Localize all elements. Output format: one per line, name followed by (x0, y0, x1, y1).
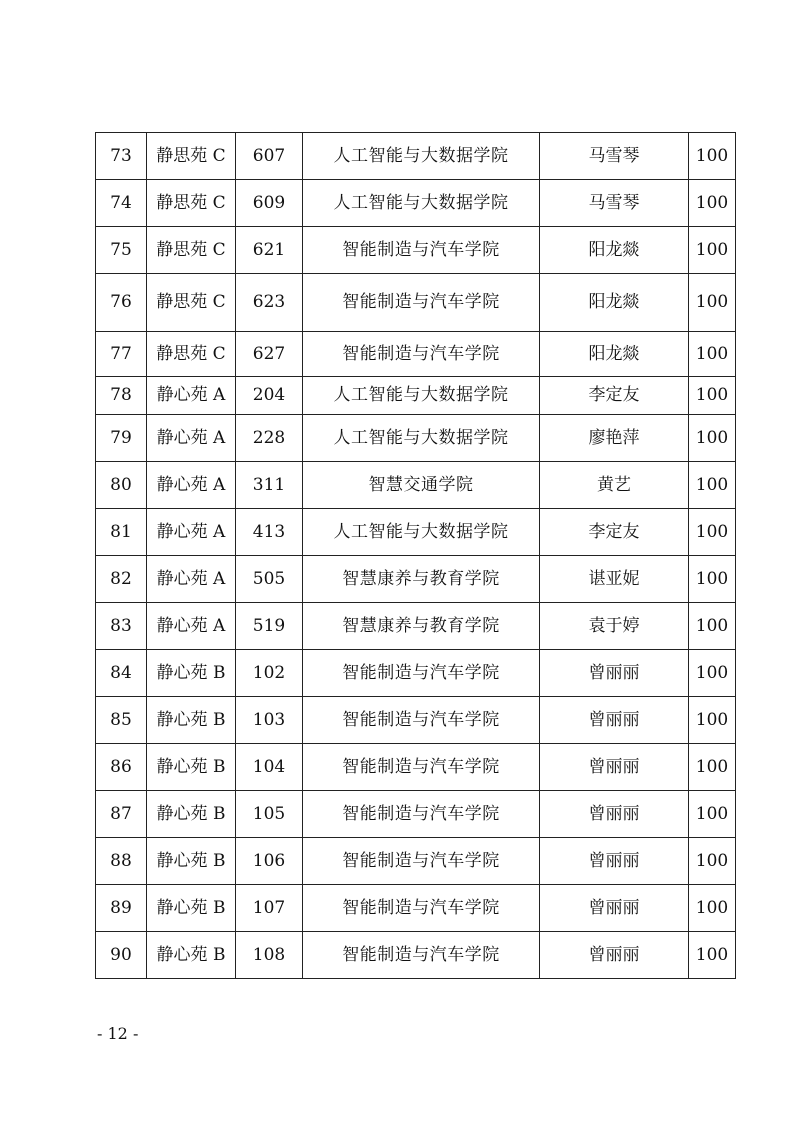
college-cell: 智慧交通学院 (303, 462, 540, 509)
table-row (96, 133, 736, 180)
college-cell: 智能制造与汽车学院 (303, 332, 540, 377)
table-row (96, 509, 736, 556)
building-cell: 静思苑 C (147, 274, 236, 332)
table-row (96, 332, 736, 377)
room-number-cell: 204 (236, 377, 303, 415)
building-cell: 静心苑 A (147, 415, 236, 462)
row-number-cell: 90 (96, 932, 147, 979)
score-cell: 100 (689, 377, 736, 415)
person-in-charge-cell: 阳龙燚 (540, 274, 689, 332)
room-number-cell: 108 (236, 932, 303, 979)
building-cell: 静心苑 B (147, 650, 236, 697)
table-row (96, 650, 736, 697)
college-cell: 人工智能与大数据学院 (303, 377, 540, 415)
person-in-charge-cell: 曾丽丽 (540, 838, 689, 885)
table-row (96, 838, 736, 885)
college-cell: 人工智能与大数据学院 (303, 415, 540, 462)
row-number-cell: 85 (96, 697, 147, 744)
person-in-charge-cell: 曾丽丽 (540, 885, 689, 932)
college-cell: 智能制造与汽车学院 (303, 650, 540, 697)
person-in-charge-cell: 马雪琴 (540, 133, 689, 180)
building-cell: 静心苑 A (147, 603, 236, 650)
building-cell: 静心苑 A (147, 556, 236, 603)
building-cell: 静思苑 C (147, 332, 236, 377)
building-cell: 静心苑 B (147, 885, 236, 932)
table-row (96, 227, 736, 274)
college-cell: 智慧康养与教育学院 (303, 603, 540, 650)
table-row (96, 791, 736, 838)
score-cell: 100 (689, 556, 736, 603)
score-cell: 100 (689, 133, 736, 180)
score-cell: 100 (689, 180, 736, 227)
table-row (96, 885, 736, 932)
person-in-charge-cell: 廖艳萍 (540, 415, 689, 462)
score-cell: 100 (689, 838, 736, 885)
table-row (96, 556, 736, 603)
person-in-charge-cell: 李定友 (540, 377, 689, 415)
table-row (96, 274, 736, 332)
table-row (96, 603, 736, 650)
room-number-cell: 107 (236, 885, 303, 932)
room-number-cell: 102 (236, 650, 303, 697)
room-number-cell: 228 (236, 415, 303, 462)
room-number-cell: 623 (236, 274, 303, 332)
row-number-cell: 75 (96, 227, 147, 274)
person-in-charge-cell: 马雪琴 (540, 180, 689, 227)
table-row (96, 462, 736, 509)
building-cell: 静心苑 A (147, 462, 236, 509)
person-in-charge-cell: 曾丽丽 (540, 791, 689, 838)
college-cell: 智能制造与汽车学院 (303, 744, 540, 791)
college-cell: 智能制造与汽车学院 (303, 885, 540, 932)
score-cell: 100 (689, 227, 736, 274)
building-cell: 静思苑 C (147, 227, 236, 274)
score-cell: 100 (689, 274, 736, 332)
row-number-cell: 87 (96, 791, 147, 838)
building-cell: 静思苑 C (147, 180, 236, 227)
row-number-cell: 77 (96, 332, 147, 377)
dormitory-score-table (95, 132, 736, 979)
room-number-cell: 607 (236, 133, 303, 180)
college-cell: 人工智能与大数据学院 (303, 509, 540, 556)
college-cell: 智能制造与汽车学院 (303, 791, 540, 838)
score-cell: 100 (689, 332, 736, 377)
room-number-cell: 104 (236, 744, 303, 791)
score-cell: 100 (689, 697, 736, 744)
person-in-charge-cell: 曾丽丽 (540, 744, 689, 791)
score-cell: 100 (689, 744, 736, 791)
row-number-cell: 89 (96, 885, 147, 932)
table-row (96, 744, 736, 791)
score-cell: 100 (689, 462, 736, 509)
room-number-cell: 505 (236, 556, 303, 603)
person-in-charge-cell: 阳龙燚 (540, 227, 689, 274)
room-number-cell: 106 (236, 838, 303, 885)
table-body (96, 133, 736, 979)
person-in-charge-cell: 曾丽丽 (540, 650, 689, 697)
person-in-charge-cell: 曾丽丽 (540, 932, 689, 979)
person-in-charge-cell: 谌亚妮 (540, 556, 689, 603)
person-in-charge-cell: 李定友 (540, 509, 689, 556)
person-in-charge-cell: 黄艺 (540, 462, 689, 509)
college-cell: 智能制造与汽车学院 (303, 932, 540, 979)
building-cell: 静心苑 A (147, 509, 236, 556)
room-number-cell: 105 (236, 791, 303, 838)
college-cell: 智慧康养与教育学院 (303, 556, 540, 603)
row-number-cell: 82 (96, 556, 147, 603)
score-cell: 100 (689, 603, 736, 650)
room-number-cell: 519 (236, 603, 303, 650)
score-cell: 100 (689, 932, 736, 979)
page-number: - 12 - (97, 1024, 139, 1043)
table-row (96, 377, 736, 415)
score-cell: 100 (689, 415, 736, 462)
room-number-cell: 609 (236, 180, 303, 227)
building-cell: 静心苑 B (147, 744, 236, 791)
row-number-cell: 79 (96, 415, 147, 462)
building-cell: 静心苑 B (147, 697, 236, 744)
person-in-charge-cell: 曾丽丽 (540, 697, 689, 744)
row-number-cell: 80 (96, 462, 147, 509)
row-number-cell: 74 (96, 180, 147, 227)
room-number-cell: 627 (236, 332, 303, 377)
table-row (96, 932, 736, 979)
college-cell: 人工智能与大数据学院 (303, 180, 540, 227)
college-cell: 智能制造与汽车学院 (303, 274, 540, 332)
score-cell: 100 (689, 509, 736, 556)
room-number-cell: 311 (236, 462, 303, 509)
table-row (96, 415, 736, 462)
building-cell: 静心苑 B (147, 932, 236, 979)
building-cell: 静心苑 B (147, 791, 236, 838)
room-number-cell: 621 (236, 227, 303, 274)
row-number-cell: 76 (96, 274, 147, 332)
table-row (96, 180, 736, 227)
table-row (96, 697, 736, 744)
row-number-cell: 81 (96, 509, 147, 556)
college-cell: 智能制造与汽车学院 (303, 227, 540, 274)
college-cell: 人工智能与大数据学院 (303, 133, 540, 180)
row-number-cell: 78 (96, 377, 147, 415)
score-cell: 100 (689, 885, 736, 932)
room-number-cell: 103 (236, 697, 303, 744)
building-cell: 静心苑 B (147, 838, 236, 885)
row-number-cell: 83 (96, 603, 147, 650)
row-number-cell: 84 (96, 650, 147, 697)
row-number-cell: 88 (96, 838, 147, 885)
row-number-cell: 86 (96, 744, 147, 791)
building-cell: 静思苑 C (147, 133, 236, 180)
score-cell: 100 (689, 650, 736, 697)
person-in-charge-cell: 阳龙燚 (540, 332, 689, 377)
building-cell: 静心苑 A (147, 377, 236, 415)
college-cell: 智能制造与汽车学院 (303, 838, 540, 885)
room-number-cell: 413 (236, 509, 303, 556)
score-cell: 100 (689, 791, 736, 838)
person-in-charge-cell: 袁于婷 (540, 603, 689, 650)
row-number-cell: 73 (96, 133, 147, 180)
college-cell: 智能制造与汽车学院 (303, 697, 540, 744)
